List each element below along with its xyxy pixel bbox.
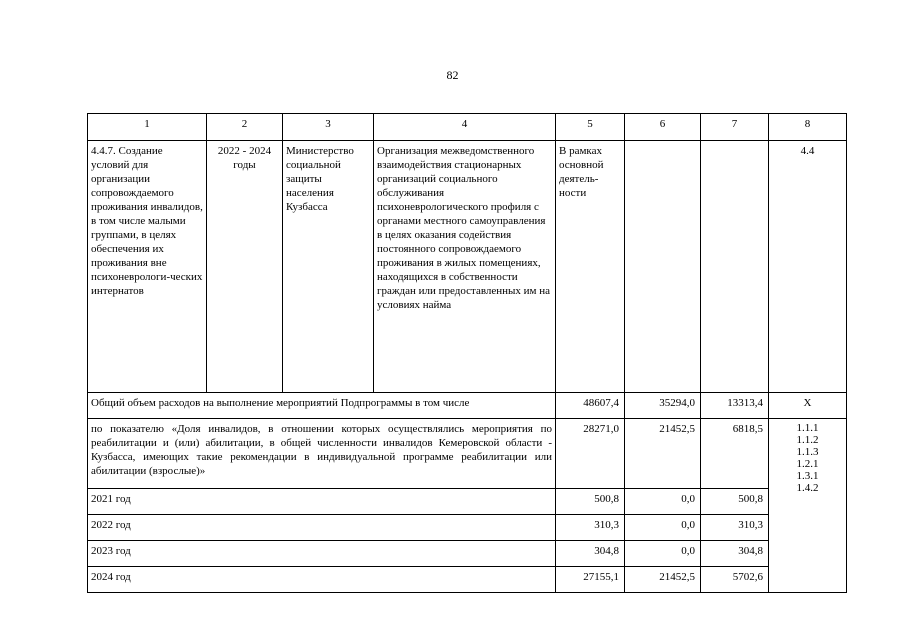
year-v5: 27155,1 — [556, 567, 625, 593]
measure-row — [88, 141, 847, 393]
indicator-code: 1.1.1 — [796, 422, 819, 434]
year-label: 2023 год — [88, 541, 556, 567]
measure-description: Организация межведомственного взаимодействия стационарных организаций социального обслуживания психоневрологического профиля с органами местного самоуправления в целях оказания содействия постоянного сопровождаемого проживания в жилых помещениях, находящихся в собственности граждан или предоставленных им на условиях найма — [374, 141, 556, 393]
year-v6: 0,0 — [625, 515, 701, 541]
indicator-v6: 21452,5 — [625, 419, 701, 489]
year-row — [88, 489, 847, 515]
measure-col7 — [701, 141, 769, 393]
year-row — [88, 567, 847, 593]
measure-col6 — [625, 141, 701, 393]
indicator-code: 1.2.1 — [796, 458, 819, 470]
year-v6: 0,0 — [625, 541, 701, 567]
header-cell: 4 — [374, 114, 556, 141]
indicator-v7: 6818,5 — [701, 419, 769, 489]
year-v7: 5702,6 — [701, 567, 769, 593]
year-label: 2022 год — [88, 515, 556, 541]
measure-name: 4.4.7. Создание условий для организации сопровождаемого проживания инвалидов, в том числе малыми группами, в целях обеспечения их проживания вне психоневрологи-ческих интернатов — [88, 141, 207, 393]
measure-code: 4.4 — [769, 141, 847, 393]
program-table — [87, 113, 847, 593]
indicator-row — [88, 419, 847, 489]
indicator-codes — [769, 419, 847, 593]
measure-period: 2022 - 2024 годы — [207, 141, 283, 393]
total-v6: 35294,0 — [625, 393, 701, 419]
header-cell: 7 — [701, 114, 769, 141]
header-cell: 1 — [88, 114, 207, 141]
header-cell: 3 — [283, 114, 374, 141]
header-cell: 6 — [625, 114, 701, 141]
year-label: 2024 год — [88, 567, 556, 593]
header-row — [88, 114, 847, 141]
year-row — [88, 515, 847, 541]
year-v6: 0,0 — [625, 489, 701, 515]
indicator-label: по показателю «Доля инвалидов, в отношении которых осуществлялись мероприятия по реабилитации и (или) абилитации, в общей численности инвалидов Кемеровской области - Кузбасса, имеющих такие рекомендации в индивидуальной программе реабилитации или абилитации (взрослые)» — [88, 419, 556, 489]
total-v5: 48607,4 — [556, 393, 625, 419]
year-v5: 500,8 — [556, 489, 625, 515]
indicator-code: 1.4.2 — [796, 482, 819, 494]
total-label: Общий объем расходов на выполнение мероприятий Подпрограммы в том числе — [88, 393, 556, 419]
page-number: 82 — [446, 68, 459, 82]
indicator-code: 1.1.3 — [796, 446, 819, 458]
header-cell: 2 — [207, 114, 283, 141]
indicator-code: 1.3.1 — [796, 470, 819, 482]
year-v5: 304,8 — [556, 541, 625, 567]
total-v7: 13313,4 — [701, 393, 769, 419]
year-v7: 304,8 — [701, 541, 769, 567]
year-row — [88, 541, 847, 567]
year-v5: 310,3 — [556, 515, 625, 541]
year-v7: 500,8 — [701, 489, 769, 515]
year-v7: 310,3 — [701, 515, 769, 541]
measure-funding: В рамках основной деятель-ности — [556, 141, 625, 393]
year-label: 2021 год — [88, 489, 556, 515]
header-cell: 8 — [769, 114, 847, 141]
year-v6: 21452,5 — [625, 567, 701, 593]
header-cell: 5 — [556, 114, 625, 141]
indicator-code: 1.1.2 — [796, 434, 819, 446]
measure-executor: Министерство социальной защиты населения Кузбасса — [283, 141, 374, 393]
total-row — [88, 393, 847, 419]
indicator-v5: 28271,0 — [556, 419, 625, 489]
total-v8: Х — [769, 393, 847, 419]
